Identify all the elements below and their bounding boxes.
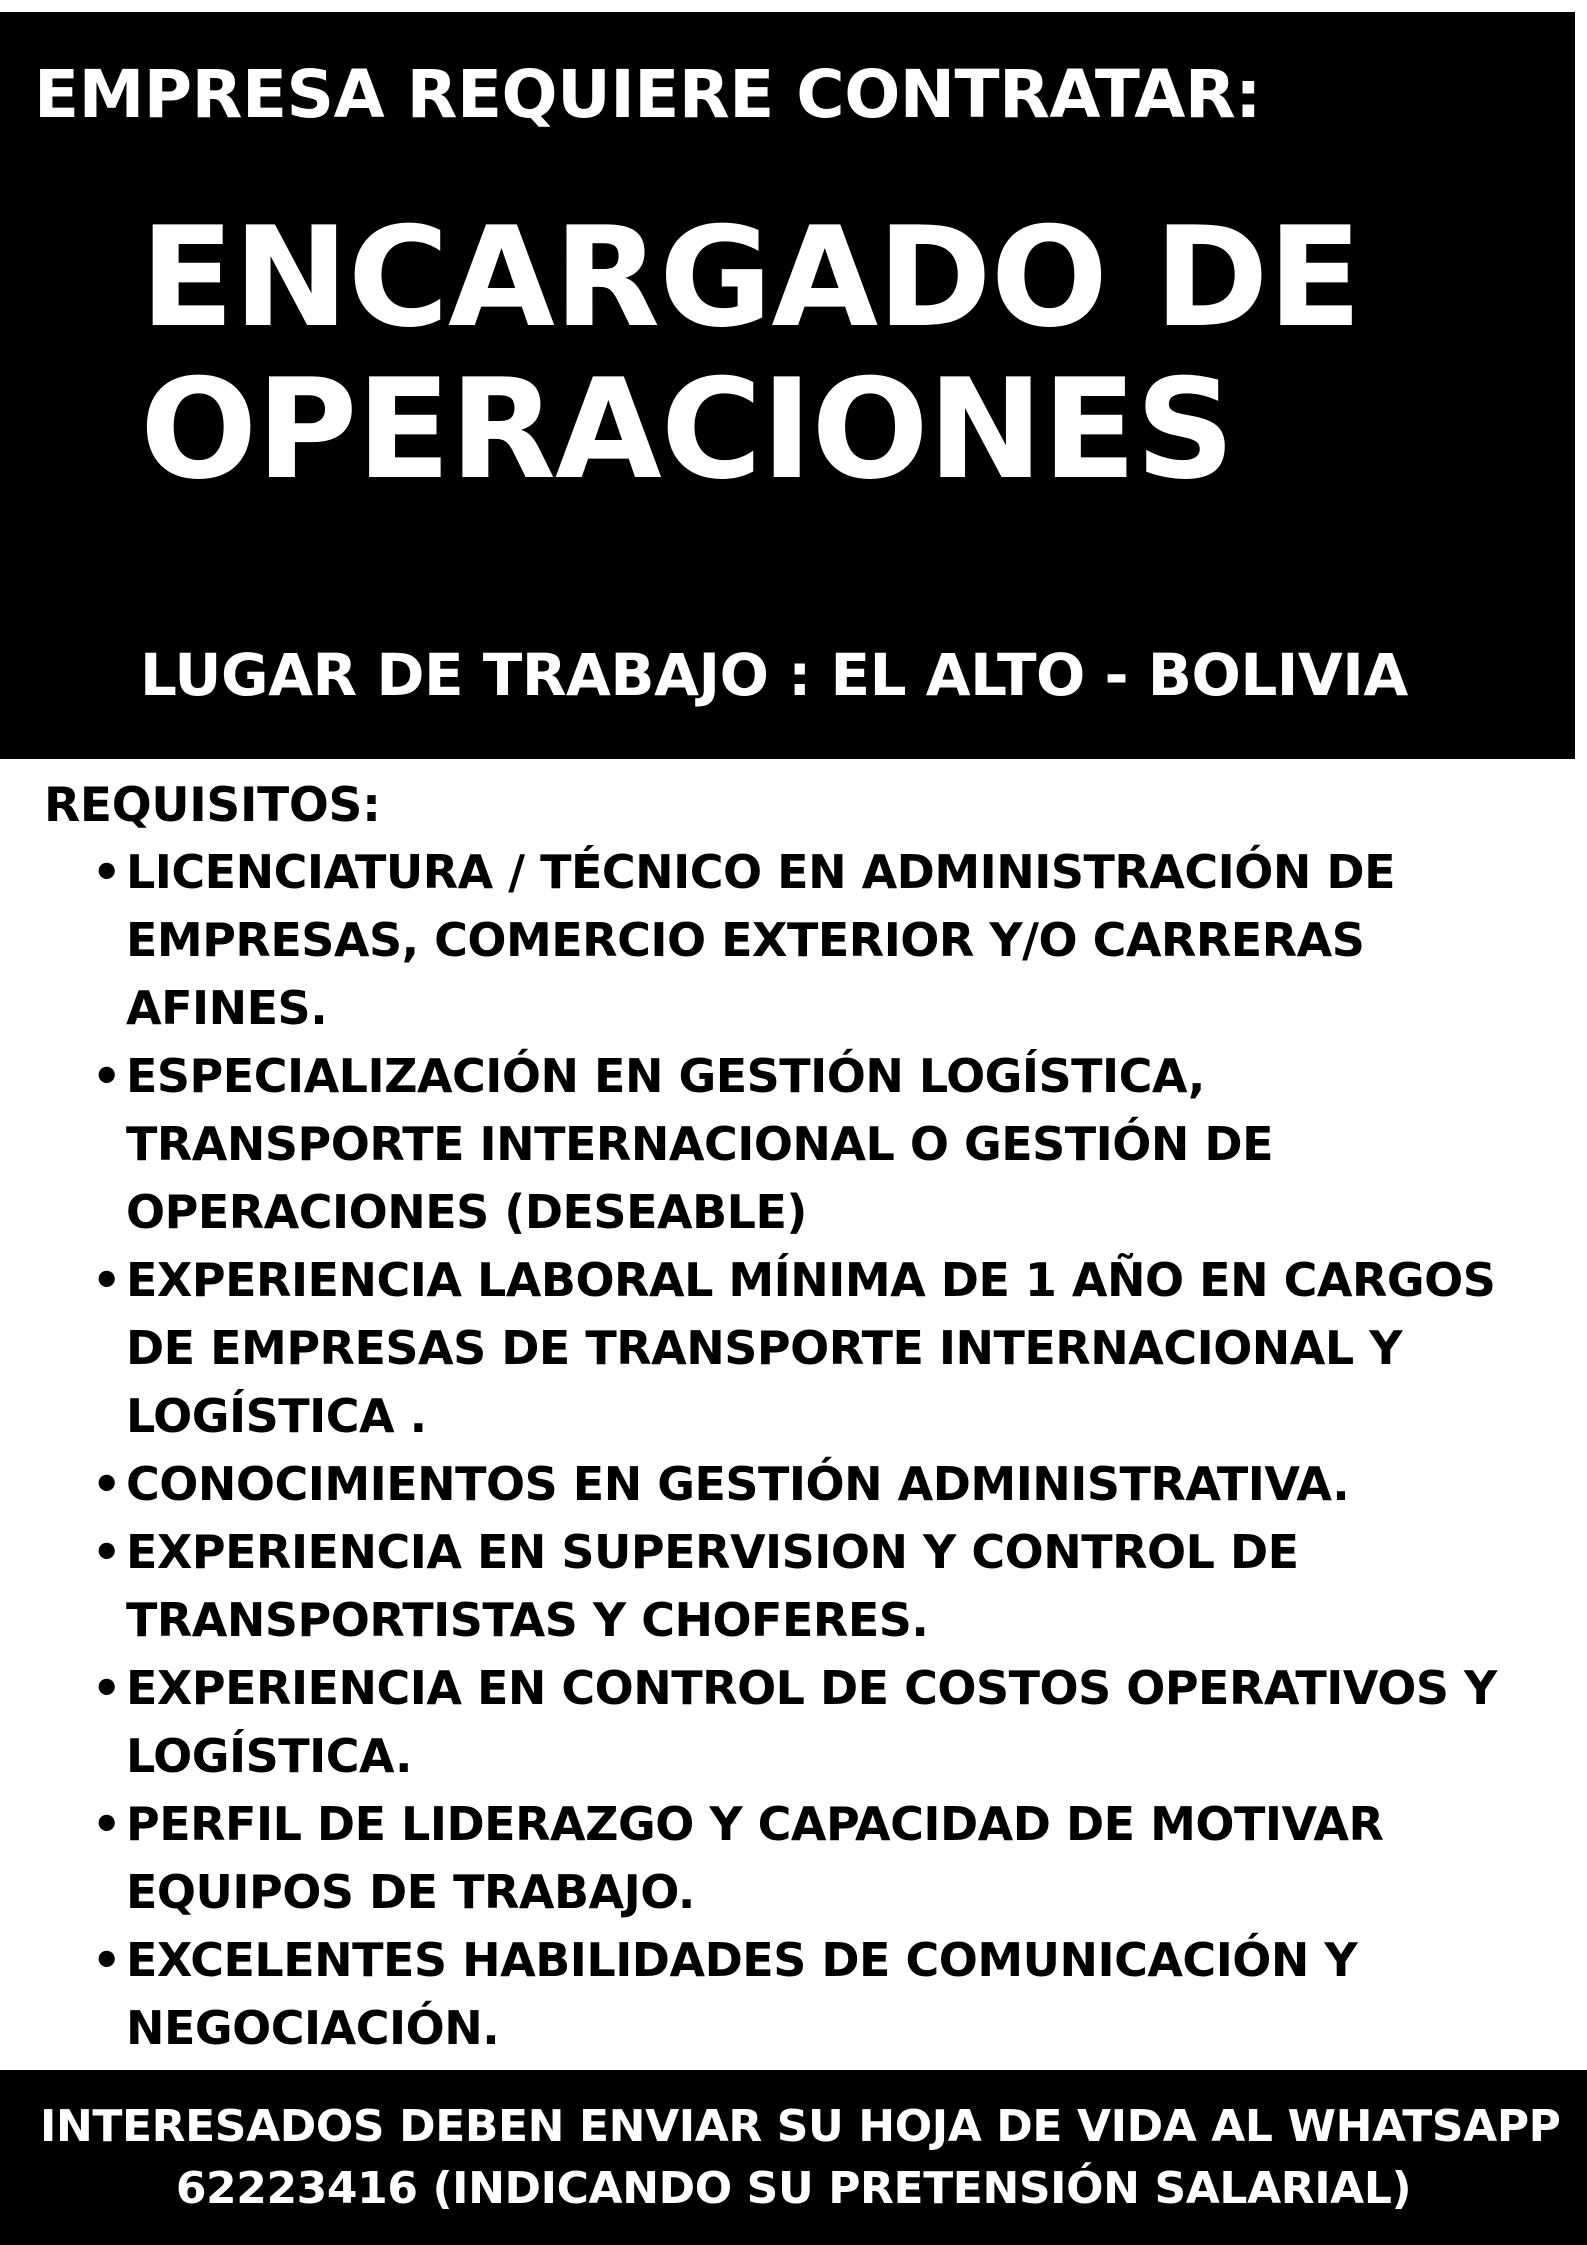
contact-line-2: 62223416 (INDICANDO SU PRETENSIÓN SALARIAL) [175, 2163, 1412, 2214]
requirement-text: PERFIL DE LIDERAZGO Y CAPACIDAD DE MOTIVAR EQUIPOS DE TRABAJO. [126, 1796, 1384, 1919]
bullet-icon: • [92, 1796, 121, 1851]
requirement-text: EXPERIENCIA LABORAL MÍNIMA DE 1 AÑO EN CARGOS DE EMPRESAS DE TRANSPORTE INTERNACIONAL Y LOGÍSTICA . [126, 1252, 1496, 1443]
contact-line-1: INTERESADOS DEBEN ENVIAR SU HOJA DE VIDA AL WHATSAPP [40, 2101, 1561, 2152]
list-item [44, 1246, 1556, 1450]
list-item [44, 1790, 1556, 1926]
bullet-icon: • [92, 1252, 121, 1307]
requirement-text: CONOCIMIENTOS EN GESTIÓN ADMINISTRATIVA. [126, 1456, 1350, 1511]
list-item [44, 1654, 1556, 1790]
job-title-line-2: OPERACIONES [140, 348, 1234, 510]
requirement-text: LICENCIATURA / TÉCNICO EN ADMINISTRACIÓN DE EMPRESAS, COMERCIO EXTERIOR Y/O CARRERAS AFINES. [126, 844, 1395, 1035]
list-item [44, 1518, 1556, 1654]
bullet-icon: • [92, 1660, 121, 1715]
bullet-icon: • [92, 1456, 121, 1511]
bullet-icon: • [92, 1524, 121, 1579]
list-item [44, 1926, 1556, 2062]
job-title [140, 197, 1361, 510]
list-item [44, 838, 1556, 1042]
requirement-text: EXPERIENCIA EN CONTROL DE COSTOS OPERATIVOS Y LOGÍSTICA. [126, 1660, 1497, 1783]
header-banner [0, 12, 1575, 759]
bullet-icon: • [92, 1932, 121, 1987]
job-title-line-1: ENCARGADO DE [140, 197, 1361, 358]
requirements-section [44, 780, 1564, 2062]
list-item [44, 1042, 1556, 1246]
contact-footer [0, 2070, 1587, 2245]
bullet-icon: • [92, 844, 121, 899]
requirement-text: EXCELENTES HABILIDADES DE COMUNICACIÓN Y NEGOCIACIÓN. [126, 1932, 1358, 2055]
requirements-heading: REQUISITOS: [44, 778, 381, 833]
work-location: LUGAR DE TRABAJO : EL ALTO - BOLIVIA [140, 641, 1408, 709]
requirement-text: ESPECIALIZACIÓN EN GESTIÓN LOGÍSTICA, TRANSPORTE INTERNACIONAL O GESTIÓN DE OPERACIONES (DESEABLE) [126, 1048, 1273, 1239]
requirements-list [44, 838, 1564, 2062]
list-item [44, 1450, 1556, 1518]
contact-instructions [40, 2096, 1561, 2220]
bullet-icon: • [92, 1048, 121, 1103]
hiring-kicker: EMPRESA REQUIERE CONTRATAR: [34, 56, 1262, 133]
requirement-text: EXPERIENCIA EN SUPERVISION Y CONTROL DE TRANSPORTISTAS Y CHOFERES. [126, 1524, 1299, 1647]
